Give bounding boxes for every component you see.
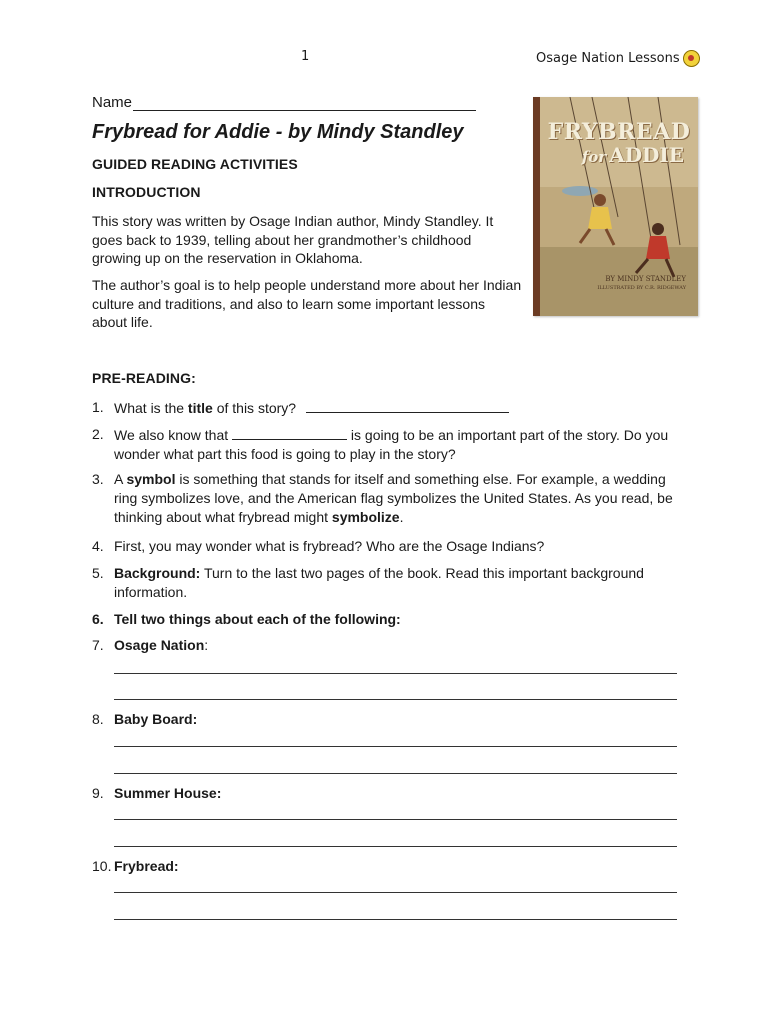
answer-line[interactable] (114, 699, 677, 700)
question-7 (92, 636, 692, 655)
question-text: What is the (114, 400, 188, 416)
question-text: is something that stands for itself and something else. For example, a wedding ring symbolizes love, and the American flag symbolizes the United States. As you read, be thinking about what frybread might (114, 471, 673, 525)
answer-line[interactable] (114, 892, 677, 893)
introduction-heading: INTRODUCTION (92, 184, 201, 200)
question-number: 4. (92, 538, 104, 554)
question-4 (92, 537, 692, 556)
question-bold: Tell two things about each of the following: (114, 611, 401, 627)
answer-line[interactable] (114, 919, 677, 920)
title-answer-blank[interactable] (306, 398, 509, 413)
question-text: A (114, 471, 127, 487)
question-bold: symbolize (331, 509, 400, 525)
page-number: 1 (301, 49, 310, 64)
cover-addie: ADDIE (609, 143, 684, 167)
answer-line[interactable] (114, 819, 677, 820)
question-number: 10. (92, 858, 112, 874)
cover-title: FRYBREAD (547, 119, 691, 145)
question-text: First, you may wonder what is frybread? Who are the Osage Indians? (114, 538, 545, 554)
question-number: 7. (92, 637, 104, 653)
question-8 (92, 710, 692, 729)
question-text: : (204, 637, 209, 653)
question-9 (92, 784, 692, 803)
food-answer-blank[interactable] (232, 425, 347, 440)
header-title (536, 50, 700, 67)
cover-for: for (581, 148, 607, 166)
name-field[interactable] (92, 94, 476, 111)
book-cover-image (533, 97, 698, 316)
question-bold: Summer House: (114, 785, 222, 801)
worksheet-title: Frybread for Addie - by Mindy Standley (92, 121, 464, 143)
answer-line[interactable] (114, 746, 677, 747)
name-blank-line[interactable] (133, 95, 476, 111)
question-number: 9. (92, 785, 104, 801)
answer-line[interactable] (114, 673, 677, 674)
question-number: 3. (92, 471, 104, 487)
question-text: . (399, 509, 404, 525)
question-1 (92, 398, 692, 418)
question-bold: title (187, 400, 213, 416)
question-number: 8. (92, 711, 104, 727)
question-bold: symbol (126, 471, 176, 487)
header-text: Osage Nation Lessons (536, 51, 680, 66)
question-number: 1. (92, 399, 104, 415)
question-number: 5. (92, 565, 104, 581)
question-number: 6. (92, 611, 104, 627)
guided-reading-heading: GUIDED READING ACTIVITIES (92, 156, 298, 172)
question-bold: Frybread: (114, 858, 179, 874)
question-text: Turn to the last two pages of the book. Read this important background information. (114, 565, 644, 600)
prereading-heading: PRE-READING: (92, 370, 196, 386)
question-3 (92, 470, 692, 527)
question-bold: Osage Nation (114, 637, 205, 653)
osage-seal-icon (683, 50, 700, 67)
question-bold: Background: (114, 565, 201, 581)
cover-author: BY MINDY STANDLEY (605, 275, 686, 283)
question-text: We also know that (114, 427, 233, 443)
question-2 (92, 425, 692, 464)
intro-paragraph-2: The author’s goal is to help people understand more about her Indian culture and traditions, and also to learn some important lessons about life. (92, 277, 522, 330)
cover-subtitle (540, 143, 698, 167)
question-bold: Baby Board: (114, 711, 198, 727)
name-label: Name (92, 94, 133, 111)
answer-line[interactable] (114, 773, 677, 774)
question-6 (92, 610, 692, 629)
question-text: of this story? (212, 400, 297, 416)
question-10 (92, 857, 692, 876)
question-text: is going to be an important part of the story. Do you wonder what part this food is going to play in the story? (114, 427, 669, 462)
question-5 (92, 564, 692, 602)
cover-illustrator: ILLUSTRATED BY C.R. RIDGEWAY (597, 285, 686, 291)
answer-line[interactable] (114, 846, 677, 847)
intro-paragraph-1: This story was written by Osage Indian author, Mindy Standley. It goes back to 1939, telling about her grandmother’s childhood growing up on the reservation in Oklahoma. (92, 213, 494, 266)
question-number: 2. (92, 426, 104, 442)
